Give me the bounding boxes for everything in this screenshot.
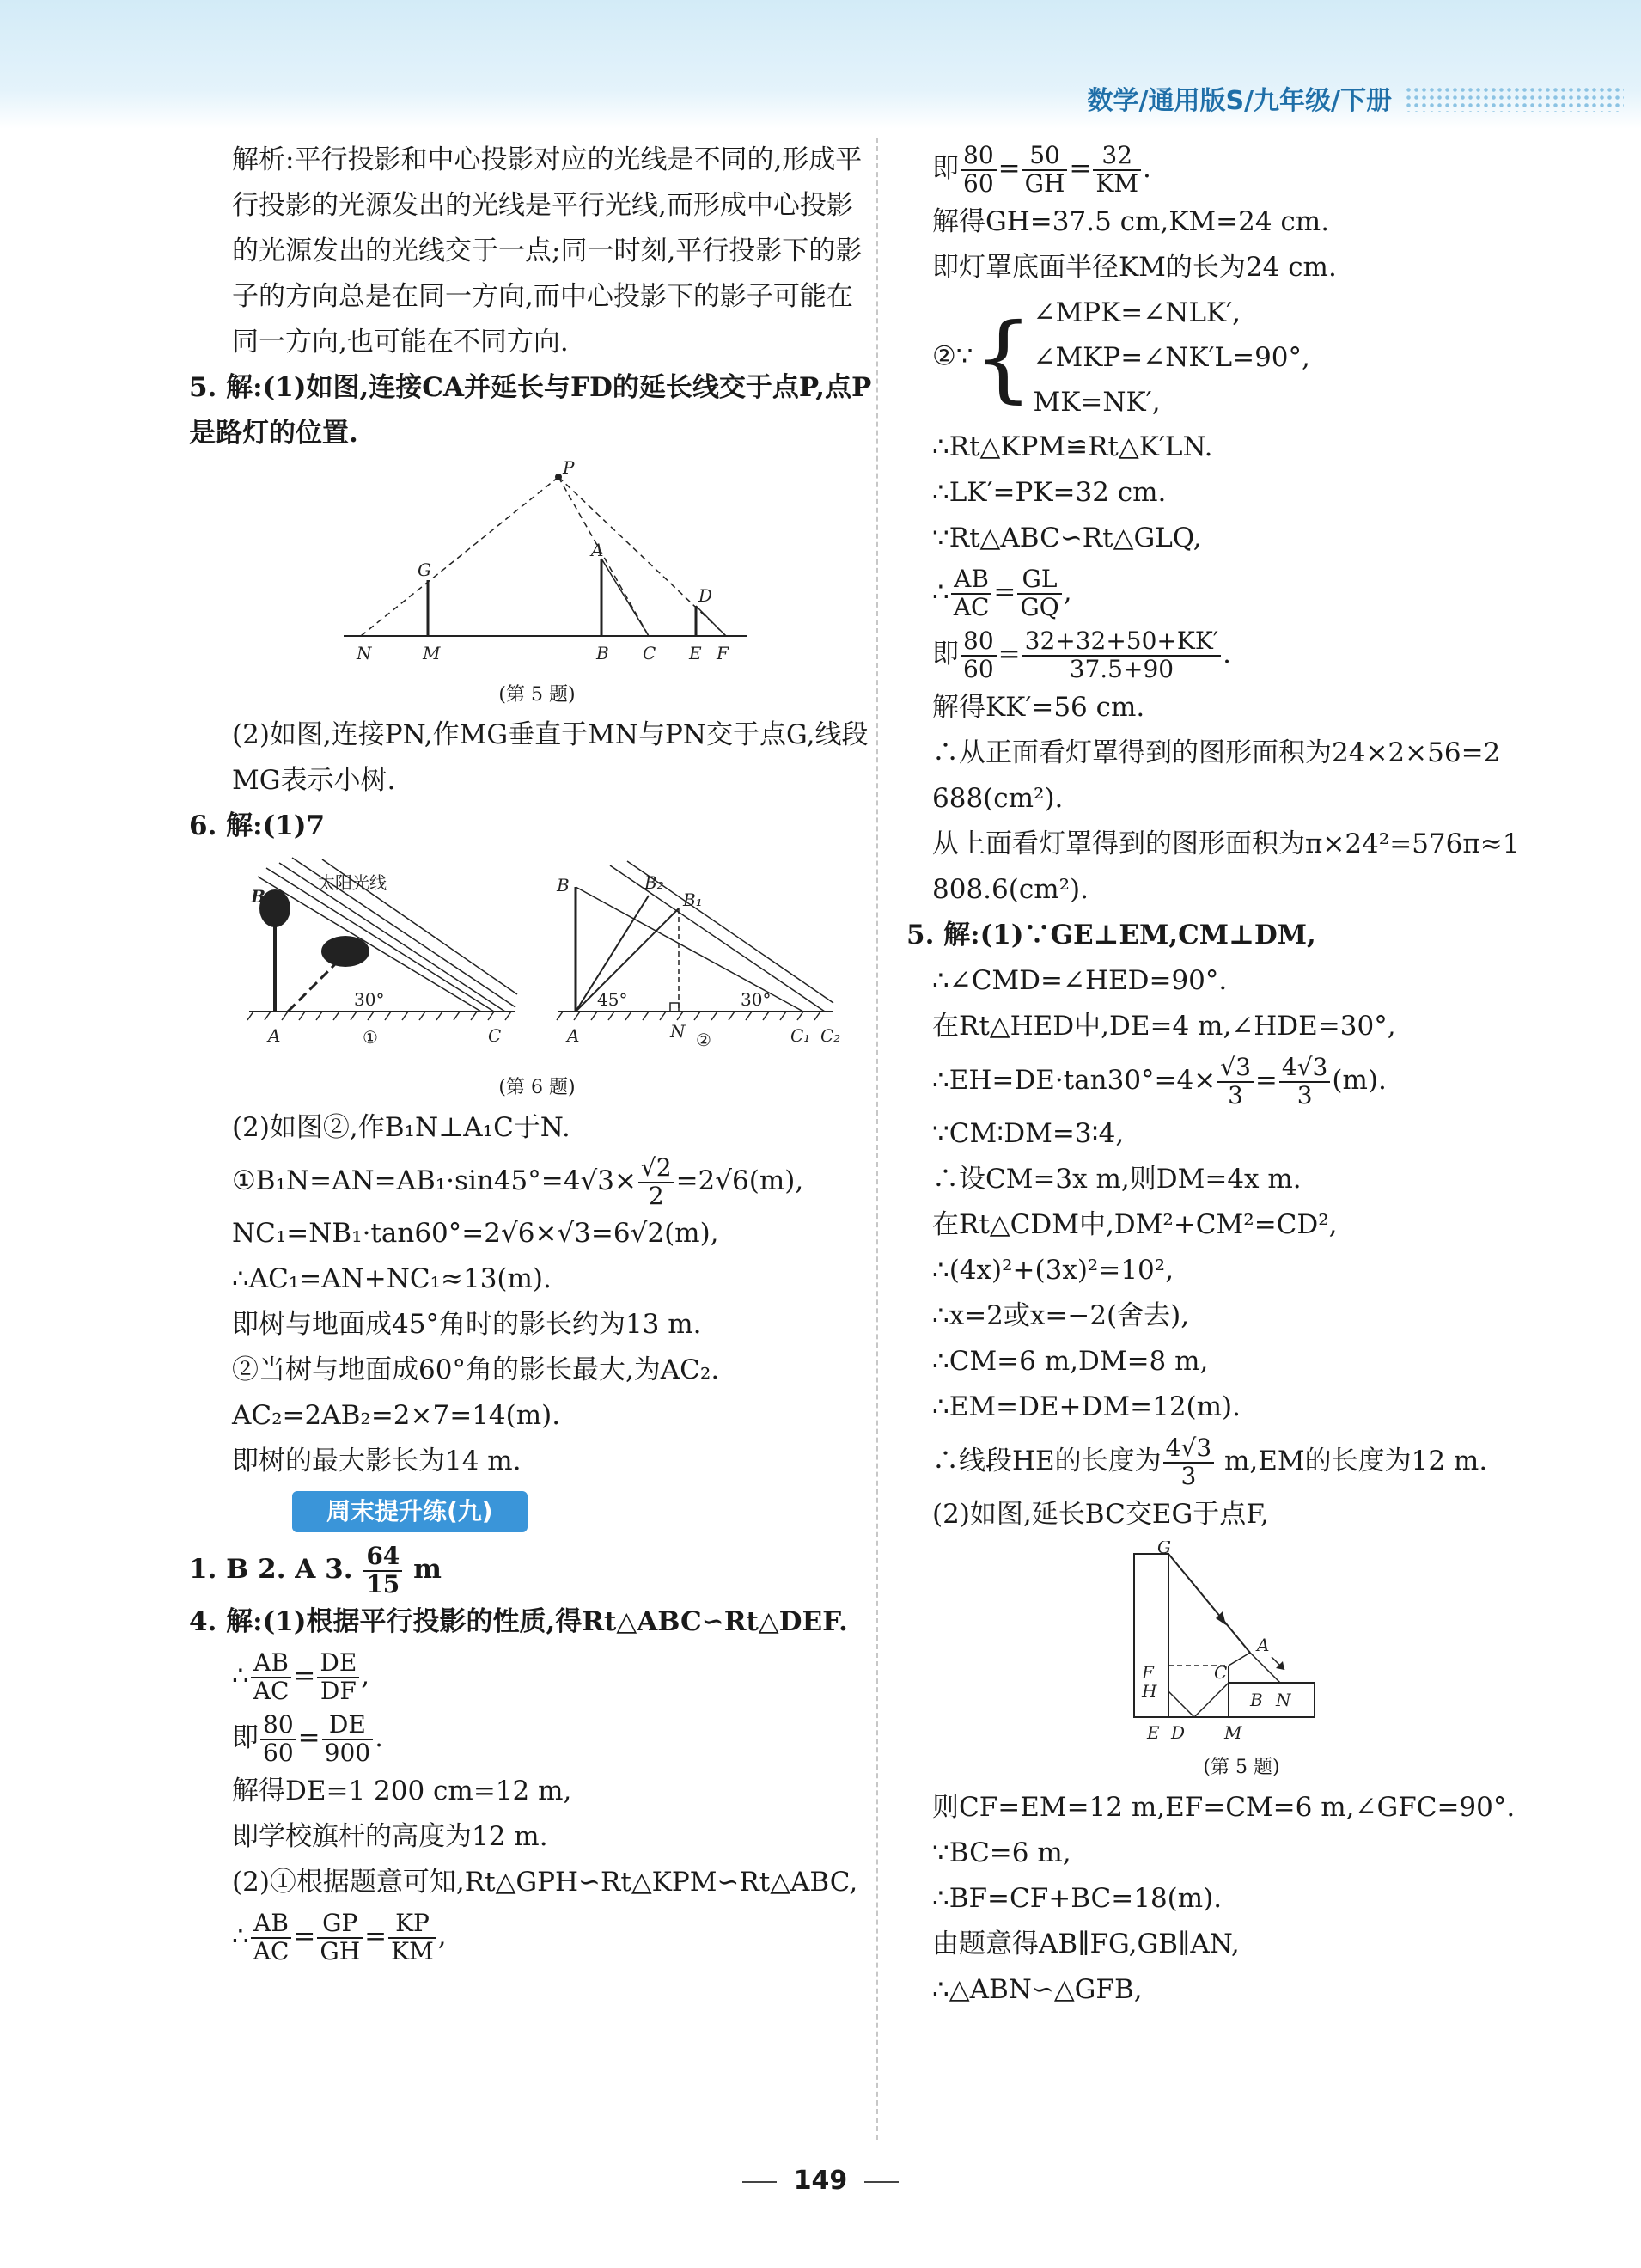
fig5b-label-F: F — [1142, 1662, 1154, 1683]
r-top-area: 从上面看灯罩得到的图形面积为π×24²=576π≈1 808.6(cm²). — [932, 828, 1520, 905]
r-he-length: ∴线段HE的长度为 $\frac{4√3}{3}$ m,EM的长度为12 m. — [932, 1433, 1488, 1490]
q6-step4: 即树与地面成45°角时的影长约为13 m. — [232, 1309, 702, 1340]
q4-part2: (2)①根据题意可知,Rt△GPH∽Rt△KPM∽Rt△ABC, — [232, 1867, 858, 1898]
analysis-paragraph: 解析:平行投影和中心投影对应的光线是不同的,形成平行投影的光源发出的光线是平行光线,而形成中心投影的光源发出的光线交于一点;同一时刻,平行投影下的影子的方向总是在同一方向,而中心投影下的影子可能在同一方向,也可能在不同方向. — [232, 144, 863, 358]
q4-result: 解得DE=1 200 cm=12 m, — [232, 1776, 572, 1806]
r-triangle-hed: 在Rt△HED中,DE=4 m,∠HDE=30°, — [932, 1011, 1396, 1042]
figure-q5-right — [932, 1541, 1551, 1747]
fig6-label-B2: B₂ — [644, 872, 664, 893]
r-result-2: 即灯罩底面半径KM的长为24 cm. — [932, 252, 1337, 283]
fraction: $\frac{64}{15}$ — [363, 1544, 402, 1599]
page-number: 149 — [0, 2166, 1641, 2196]
q4-part1: 4. 解:(1)根据平行投影的性质,得Rt△ABC∽Rt△DEF. — [189, 1606, 848, 1637]
header-dot-pattern — [1405, 86, 1624, 112]
r-cm-dm: ∴CM=6 m,DM=8 m, — [932, 1346, 1209, 1377]
fraction: $\frac{4√3}{3}$ — [1163, 1435, 1214, 1490]
fig5-label-G: G — [418, 559, 431, 580]
fig6-label-C: C — [488, 1025, 502, 1046]
fraction: $\frac{AB}{AC}$ — [951, 566, 992, 621]
fig5-label-P: P — [563, 460, 575, 478]
fraction: $\frac{DE}{DF}$ — [317, 1650, 359, 1705]
fraction: $\frac{√2}{2}$ — [638, 1155, 674, 1210]
section-banner-weekly: 周末提升练(九) — [292, 1491, 528, 1532]
r-cf: 则CF=EM=12 m,EF=CM=6 m,∠GFC=90°. — [932, 1792, 1516, 1823]
fig5b-label-N: N — [1276, 1690, 1291, 1710]
fig6-label-sunlight: 太阳光线 — [318, 872, 387, 893]
q4-ratio-2: ∴ $\frac{AB}{AC}$ = $\frac{GP}{GH}$ = $\frac{KP}{KM}$ , — [232, 1908, 447, 1965]
fraction: $\frac{80}{60}$ — [961, 628, 997, 683]
answers-1-3: 1. B 2. A 3. $\frac{64}{15}$ m — [189, 1541, 442, 1599]
r-let-x: ∴设CM=3x m,则DM=4x m. — [932, 1164, 1302, 1195]
r-em: ∴EM=DE+DM=12(m). — [932, 1391, 1241, 1422]
right-column — [906, 138, 1551, 2013]
q4-conclusion: 即学校旗杆的高度为12 m. — [232, 1821, 548, 1852]
r-q5-part2: (2)如图,延长BC交EG于点F, — [932, 1499, 1269, 1530]
fig6-label-N: N — [670, 1021, 686, 1042]
fig5b-label-E: E — [1147, 1722, 1160, 1743]
fraction: $\frac{AB}{AC}$ — [251, 1650, 292, 1705]
r-similar: ∵Rt△ABC∽Rt△GLQ, — [932, 523, 1202, 553]
r-q5-part1: 5. 解:(1)∵GE⊥EM,CM⊥DM, — [906, 920, 1316, 951]
r-equation: ∴(4x)²+(3x)²=10², — [932, 1255, 1174, 1286]
r-ratio-3: 即 $\frac{80}{60}$ = $\frac{32+32+50+KK'}{37.5+90}$ . — [932, 626, 1231, 683]
page-header — [0, 0, 1641, 129]
r-solve-x: ∴x=2或x=−2(舍去), — [932, 1300, 1190, 1331]
q6-step5: ②当树与地面成60°角的影长最大,为AC₂. — [232, 1354, 720, 1385]
figure-q5-caption: (第 5 题) — [498, 684, 576, 706]
fig5-label-C: C — [643, 643, 656, 663]
fraction: $\frac{GL}{GQ}$ — [1017, 566, 1061, 621]
figure-q5-right-caption: (第 5 题) — [1203, 1757, 1280, 1778]
r-angles: ∴∠CMD=∠HED=90°. — [932, 965, 1228, 996]
fraction: $\frac{80}{60}$ — [961, 143, 997, 198]
r-front-area: ∴从正面看灯罩得到的图形面积为24×2×56=2 688(cm²). — [932, 737, 1501, 814]
q6-part2: (2)如图②,作B₁N⊥A₁C于N. — [232, 1112, 570, 1143]
figure-q6 — [198, 853, 876, 1067]
fig6-label-circle1: ① — [363, 1027, 378, 1048]
fig6-label-B1: B₁ — [683, 889, 703, 910]
fig5-label-F: F — [717, 643, 729, 663]
fig5-label-E: E — [689, 643, 702, 663]
fig5b-label-M: M — [1224, 1722, 1242, 1743]
fraction: $\frac{DE}{900}$ — [322, 1712, 373, 1767]
r-pythag: 在Rt△CDM中,DM²+CM²=CD², — [932, 1209, 1338, 1240]
r-ratio-cm-dm: ∵CM∶DM=3∶4, — [932, 1118, 1125, 1149]
q6-step6: AC₂=2AB₂=2×7=14(m). — [232, 1400, 561, 1431]
fig5-label-N: N — [357, 643, 372, 663]
fig6-label-45: 45° — [597, 989, 628, 1010]
fraction: $\frac{GP}{GH}$ — [317, 1910, 363, 1965]
fig5-label-A: A — [591, 540, 604, 560]
q4-substitute: 即 $\frac{80}{60}$ = $\frac{DE}{900}$ . — [232, 1709, 383, 1767]
r-parallel: 由题意得AB∥FG,GB∥AN, — [932, 1929, 1240, 1959]
figure-q5 — [198, 460, 876, 675]
fraction: $\frac{AB}{AC}$ — [251, 1910, 292, 1965]
brace: { — [973, 303, 1034, 413]
fraction: $\frac{50}{GH}$ — [1022, 143, 1068, 198]
fig6-label-B-2: B — [557, 875, 570, 896]
q6-part1: 6. 解:(1)7 — [189, 810, 326, 841]
r-lk: ∴LK′=PK=32 cm. — [932, 477, 1167, 508]
fig6-label-A-2: A — [567, 1025, 580, 1046]
fraction: $\frac{4√3}{3}$ — [1279, 1055, 1330, 1110]
q4-ratio: ∴ $\frac{AB}{AC}$ = $\frac{DE}{DF}$ , — [232, 1648, 370, 1705]
q6-step1: ①B₁N=AN=AB₁·sin45°=4√3× $\frac{√2}{2}$ =2√6(m), — [232, 1152, 804, 1210]
fraction: $\frac{32}{KM}$ — [1093, 143, 1141, 198]
fig6-label-30b: 30° — [741, 989, 772, 1010]
q5-part2: (2)如图,连接PN,作MG垂直于MN与PN交于点G,线段MG表示小树. — [232, 719, 869, 796]
r-result-1: 解得GH=37.5 cm,KM=24 cm. — [932, 206, 1330, 237]
fig5-label-D: D — [698, 585, 713, 606]
q5-part1: 5. 解:(1)如图,连接CA并延长与FD的延长线交于点P,点P是路灯的位置. — [189, 372, 872, 449]
fraction: $\frac{80}{60}$ — [260, 1712, 296, 1767]
r-eh: ∴EH=DE·tan30°=4× $\frac{√3}{3}$ = $\frac{4√3}{3}$ (m). — [932, 1052, 1387, 1110]
fraction: $\frac{√3}{3}$ — [1217, 1055, 1254, 1110]
fig5-label-M: M — [423, 643, 441, 663]
r-ratio-1: 即 $\frac{80}{60}$ = $\frac{50}{GH}$ = $\frac{32}{KM}$ . — [932, 140, 1151, 198]
q6-step3: ∴AC₁=AN+NC₁≈13(m). — [232, 1263, 552, 1294]
fig5-label-B: B — [596, 643, 609, 663]
fig5b-label-C: C — [1214, 1662, 1228, 1683]
r-abn-similar: ∴△ABN∽△GFB, — [932, 1974, 1143, 2005]
q6-step2: NC₁=NB₁·tan60°=2√6×√3=6√2(m), — [232, 1218, 719, 1249]
fig5b-label-A: A — [1257, 1635, 1270, 1655]
fraction: $\frac{32+32+50+KK'}{37.5+90}$ — [1022, 628, 1221, 683]
fig5b-label-G: G — [1157, 1541, 1171, 1557]
r-brace-system: ②∵{ ∠MPK=∠NLK′, ∠MKP=∠NK′L=90°, MK=NK′, — [932, 297, 1310, 418]
r-bc: ∵BC=6 m, — [932, 1837, 1071, 1868]
figure-q6-caption: (第 6 题) — [498, 1077, 576, 1098]
fig5b-label-H: H — [1142, 1681, 1157, 1702]
fig6-label-circle2: ② — [696, 1030, 711, 1050]
fig6-label-30a: 30° — [354, 989, 385, 1010]
fig6-label-C2: C₂ — [820, 1025, 841, 1046]
column-divider — [876, 138, 878, 2140]
r-kk: 解得KK′=56 cm. — [932, 692, 1145, 723]
fig6-label-A: A — [268, 1025, 281, 1046]
r-congruent: ∴Rt△KPM≌Rt△K′LN. — [932, 431, 1213, 462]
fraction: $\frac{KP}{KM}$ — [388, 1910, 436, 1965]
q6-step7: 即树的最大影长为14 m. — [232, 1446, 522, 1476]
r-bf: ∴BF=CF+BC=18(m). — [932, 1883, 1223, 1914]
r-ratio-2: ∴ $\frac{AB}{AC}$ = $\frac{GL}{GQ}$ , — [932, 564, 1072, 621]
fig5b-label-B: B — [1250, 1690, 1263, 1710]
book-title: 数学/通用版S/九年级/下册 — [1087, 86, 1392, 116]
fig6-label-B: B — [251, 886, 265, 907]
fig6-label-C1: C₁ — [790, 1025, 811, 1046]
left-column — [189, 138, 876, 1967]
fig5b-label-D: D — [1171, 1722, 1186, 1743]
